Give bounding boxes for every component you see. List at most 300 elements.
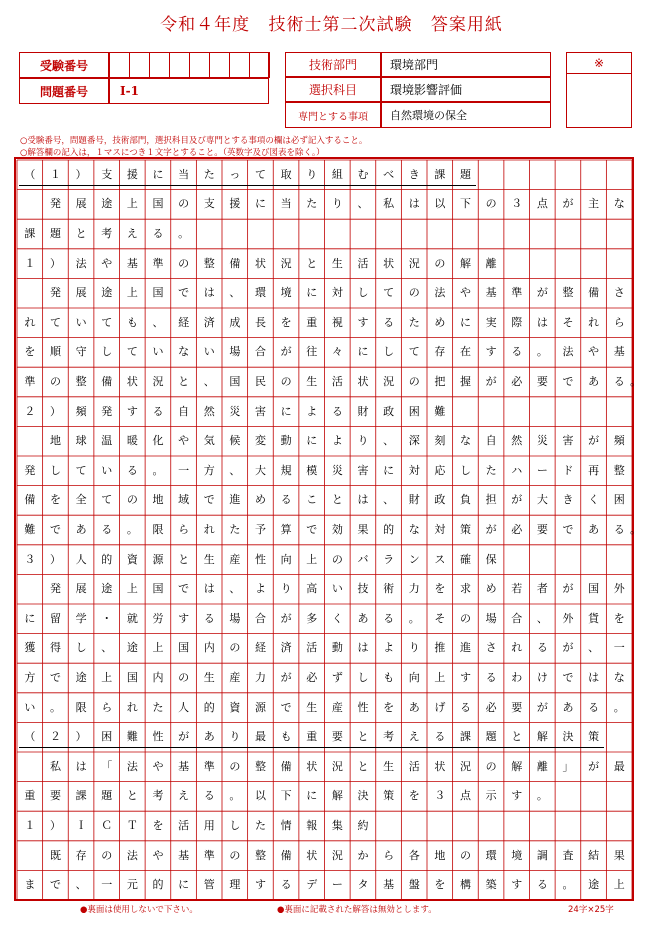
answer-char: あ [588,375,600,388]
answer-char: 取 [280,167,292,181]
answer-char: 途 [101,582,113,596]
answer-char: き [408,167,420,181]
answer-char: 進 [229,493,241,507]
answer-char: 難 [24,523,36,536]
answer-char: ３ [24,552,36,566]
answer-char: 要 [536,523,548,536]
answer-char: 、 [229,582,241,596]
answer-char: 構 [459,878,471,892]
answer-char: 上 [306,552,318,566]
answer-char: 一 [178,463,190,477]
answer-char: 途 [101,197,113,211]
answer-char: 実 [485,315,497,329]
answer-char: ス [434,552,446,566]
answer-char: い [75,315,87,329]
answer-char: め [254,493,266,507]
answer-char: 存 [75,848,87,862]
answer-char: 上 [126,582,138,596]
answer-char: 考 [152,789,164,803]
answer-char: 、 [203,375,215,388]
answer-char: れ [24,315,36,329]
answer-char: 築 [485,878,497,892]
answer-char: 必 [511,523,523,536]
question-number-label: 問題番号 [19,78,109,104]
answer-char: 国 [229,375,241,388]
answer-char: 課 [75,789,87,803]
answer-char: 重 [306,730,318,744]
answer-grid[interactable] [17,160,641,900]
answer-char: よ [383,641,395,655]
answer-char: で [49,671,61,684]
answer-char: 的 [203,700,215,714]
answer-char: る [101,523,113,536]
answer-char: 一 [101,878,113,892]
answer-char: と [178,375,190,388]
answer-char: い [152,345,164,359]
answer-char: 備 [280,759,292,773]
answer-char: 課 [24,227,36,240]
answer-char: 整 [75,375,87,388]
answer-char: 既 [49,848,61,862]
answer-char: 課 [459,730,471,744]
answer-char: タ [357,878,369,892]
answer-char: 変 [254,434,266,448]
answer-char: に [357,345,369,359]
answer-char: 基 [485,286,497,300]
answer-char: ー [331,878,343,892]
answer-char: 負 [459,493,471,507]
answer-char: 解 [511,759,523,773]
answer-char: 際 [511,315,523,329]
answer-char: 援 [126,167,138,181]
answer-char: 応 [434,463,446,477]
answer-char: の [178,256,190,270]
answer-char: 情 [280,819,292,832]
answer-char: げ [434,700,446,714]
answer-char: ２ [49,730,61,744]
answer-char: 上 [126,286,138,300]
answer-char: あ [75,523,87,536]
answer-char: し [229,819,241,832]
answer-char: 源 [254,700,266,714]
answer-char: こ [306,493,318,507]
footer-grid-size: 24字×25字 [568,905,614,915]
answer-char: 発 [49,286,61,300]
answer-char: 模 [306,463,318,477]
answer-char: れ [588,315,600,329]
answer-char: や [152,759,164,773]
dept-label: 技術部門 [285,52,381,77]
answer-char: は [75,759,87,773]
answer-char: 算 [280,523,292,536]
answer-char: 。 [408,611,420,625]
answer-char: も [383,671,395,684]
answer-char: 境 [511,848,523,862]
answer-char: は [203,286,215,300]
answer-char: 最 [613,759,625,773]
answer-char: る [383,611,395,625]
answer-char: 視 [331,315,343,329]
answer-char: Ｉ [75,819,87,832]
answer-char: 整 [613,463,625,477]
answer-char: す [511,789,523,803]
answer-char: し [357,286,369,300]
answer-char: 上 [101,671,113,684]
answer-char: 「 [101,759,113,773]
answer-char: 整 [254,759,266,773]
answer-char: 準 [203,759,215,773]
answer-char: 状 [357,375,369,388]
answer-char: と [511,730,523,744]
answer-char: 環 [254,286,266,300]
answer-char: 困 [101,730,113,744]
answer-char: 留 [49,611,61,625]
answer-char: る [152,404,164,418]
answer-char: な [613,671,625,684]
answer-char: 課 [434,167,446,181]
answer-char: 再 [588,463,600,477]
answer-char: す [254,878,266,892]
answer-char: む [357,167,369,181]
answer-char: 準 [511,286,523,300]
answer-char: で [178,286,190,300]
answer-char: 当 [178,167,190,181]
answer-char: 暖 [126,434,138,448]
answer-char: 獲 [24,641,36,655]
answer-char: 活 [357,256,369,270]
answer-char: 況 [280,256,292,270]
answer-char: る [536,641,548,655]
answer-char: 報 [306,819,318,832]
answer-char: 状 [383,256,395,270]
answer-char: え [178,789,190,803]
answer-char: 、 [229,463,241,477]
answer-char: で [178,582,190,596]
answer-char: い [331,582,343,596]
answer-char: 途 [101,286,113,300]
answer-char: 温 [101,434,113,448]
answer-char: 整 [203,256,215,270]
answer-char: 合 [254,345,266,359]
answer-char: 況 [383,375,395,388]
answer-char: 的 [152,878,164,892]
answer-char: 発 [24,463,36,477]
answer-char: 順 [49,345,61,359]
answer-char: る [383,315,395,329]
answer-char: 確 [459,552,471,566]
answer-char: が [588,759,600,773]
answer-char: 要 [536,375,548,388]
answer-char: は [203,582,215,596]
answer-char: 展 [75,197,87,211]
question-number-value[interactable]: Ⅰ-1 [109,78,269,104]
answer-char: が [511,493,523,507]
answer-char: で [280,700,292,714]
answer-char: ２ [24,404,36,418]
answer-char: に [306,789,318,803]
answer-char: れ [511,641,523,655]
answer-char: 財 [408,493,420,507]
answer-char: 性 [152,730,164,744]
answer-char: 人 [178,700,190,714]
answer-char: し [383,345,395,359]
answer-char: 効 [331,523,343,536]
answer-char: 重 [24,789,36,803]
answer-char: に [152,167,164,181]
answer-char: 場 [229,611,241,625]
answer-char: は [536,315,548,329]
answer-char: を [434,878,446,892]
answer-char: ） [49,819,61,832]
answer-char: 解 [459,256,471,270]
answer-char: る [280,878,292,892]
answer-char: 活 [306,641,318,655]
answer-char: 然 [511,434,523,448]
answer-char: く [588,493,600,507]
answer-char: 的 [101,552,113,566]
answer-char: 災 [331,463,343,477]
answer-char: 途 [75,671,87,684]
answer-char: し [459,463,471,477]
answer-char: り [306,167,318,181]
answer-char: 。 [630,523,641,536]
answer-char: も [126,315,138,329]
answer-char: １ [24,256,36,270]
specialty-value[interactable]: 自然環境の保全 [381,102,551,128]
answer-char: 状 [254,256,266,270]
answer-char: で [49,523,61,536]
answer-char: め [434,315,446,329]
answer-char: れ [126,700,138,714]
answer-char: 学 [75,611,87,625]
answer-char: 、 [383,493,395,507]
answer-char: 状 [306,848,318,862]
answer-char: 々 [331,345,343,359]
answer-char: で [306,523,318,536]
answer-char: 力 [254,671,266,684]
answer-char: バ [357,552,369,566]
answer-char: ３ [511,197,523,211]
answer-char: 上 [613,878,625,892]
answer-char: た [485,463,497,477]
answer-char: 性 [357,700,369,714]
answer-char: 結 [588,848,600,862]
answer-char: か [357,848,369,862]
answer-char: り [408,641,420,655]
answer-char: は [408,197,420,211]
answer-char: 展 [75,286,87,300]
answer-char: 解 [536,730,548,744]
answer-char: は [357,493,369,507]
answer-char: あ [562,700,574,714]
answer-char: 守 [75,345,87,359]
answer-char: 国 [152,582,164,596]
exam-number-label: 受験番号 [19,52,109,78]
answer-char: 方 [24,671,36,684]
answer-char: 題 [485,730,497,744]
answer-char: 題 [49,227,61,240]
instruction-note-1: ○受験番号，問題番号，技術部門，選択科目及び専門とする事項の欄は必ず記入すること。 [20,136,368,146]
answer-char: や [588,345,600,359]
subject-value[interactable]: 環境影響評価 [381,77,551,102]
answer-char: 示 [485,789,497,803]
answer-char: 発 [101,404,113,418]
answer-char: れ [203,523,215,536]
answer-char: 生 [331,256,343,270]
answer-char: が [562,582,574,596]
answer-char: は [588,671,600,684]
answer-char: 査 [562,848,574,862]
answer-char: 場 [229,345,241,359]
dept-value[interactable]: 環境部門 [381,52,551,77]
answer-char: 性 [254,552,266,566]
answer-char: 者 [536,582,548,596]
answer-char: 規 [280,463,292,477]
answer-char: 動 [331,641,343,655]
answer-char: 支 [101,167,113,181]
answer-char: 全 [75,493,87,507]
answer-char: ・ [101,611,113,625]
answer-char: 、 [229,286,241,300]
answer-char: 途 [588,878,600,892]
answer-char: 考 [383,730,395,744]
answer-char: 。 [229,789,241,803]
answer-char: 準 [203,848,215,862]
answer-char: 況 [331,759,343,773]
answer-char: 往 [306,345,318,359]
answer-char: 得 [49,641,61,655]
answer-char: 重 [306,315,318,329]
answer-char: 元 [126,878,138,892]
answer-char: な [459,434,471,448]
answer-char: 、 [101,641,113,655]
answer-char: る [536,878,548,892]
answer-char: 当 [280,197,292,211]
answer-char: る [613,375,625,388]
answer-char: る [588,700,600,714]
answer-char: 産 [229,671,241,684]
answer-char: 策 [588,730,600,744]
answer-char: に [459,315,471,329]
answer-char: Ｃ [101,819,113,832]
answer-char: て [101,315,113,329]
answer-char: べ [383,167,395,181]
answer-char: 。 [536,789,548,803]
answer-char: 済 [203,315,215,329]
answer-char: と [75,227,87,240]
answer-char: 外 [613,582,625,596]
answer-char: 。 [613,700,625,714]
answer-char: 貨 [588,611,600,625]
answer-char: が [588,434,600,448]
answer-char: 災 [536,434,548,448]
answer-char: 外 [562,611,574,625]
answer-char: が [485,375,497,388]
footer-note-center: ●裏面に記載された解答は無効とします。 [277,905,437,915]
answer-char: と [178,552,190,566]
answer-char: 難 [126,730,138,744]
answer-char: 対 [408,463,420,477]
answer-char: 決 [562,730,574,744]
answer-char: 国 [588,582,600,596]
answer-char: 最 [254,730,266,744]
answer-char: 合 [511,611,523,625]
answer-char: 況 [152,375,164,388]
answer-char: る [280,493,292,507]
answer-char: 自 [178,404,190,418]
answer-char: 組 [331,167,343,181]
answer-char: を [613,611,625,625]
answer-char: り [280,582,292,596]
answer-char: 向 [408,671,420,684]
answer-char: の [408,286,420,300]
answer-char: 的 [383,523,395,536]
answer-char: 進 [459,641,471,655]
answer-char: よ [306,404,318,418]
answer-char: す [485,345,497,359]
answer-char: 約 [357,819,369,832]
answer-char: が [280,345,292,359]
answer-char: 高 [306,582,318,596]
answer-char: あ [357,611,369,625]
subject-label: 選択科目 [285,77,381,102]
answer-char: の [331,552,343,566]
answer-char: て [101,493,113,507]
answer-char: 法 [126,848,138,862]
answer-char: 化 [152,434,164,448]
answer-char: と [126,789,138,803]
answer-char: 国 [126,671,138,684]
answer-char: の [485,759,497,773]
answer-char: 生 [306,375,318,388]
answer-char: 基 [126,256,138,270]
answer-char: 災 [229,404,241,418]
answer-char: 策 [459,523,471,536]
answer-char: 政 [434,493,446,507]
title-era: 令和４年度 [160,15,251,35]
answer-char: 必 [511,375,523,388]
answer-char: り [357,434,369,448]
answer-char: を [49,493,61,507]
answer-char: く [331,611,343,625]
answer-char: 気 [203,434,215,448]
answer-char: 向 [280,552,292,566]
answer-char: 状 [306,759,318,773]
answer-char: 点 [459,789,471,803]
answer-char: ） [49,552,61,566]
answer-char: る [511,345,523,359]
answer-char: 境 [280,286,292,300]
answer-char: や [459,286,471,300]
answer-char: 多 [306,611,318,625]
answer-char: 求 [459,582,471,596]
answer-char: 展 [75,582,87,596]
answer-char: 発 [49,197,61,211]
answer-char: を [24,345,36,359]
answer-char: 球 [75,434,87,448]
answer-char: が [280,611,292,625]
answer-char: し [101,345,113,359]
answer-char: 把 [434,375,446,388]
answer-char: は [357,641,369,655]
answer-char: 況 [408,256,420,270]
answer-char: 生 [203,671,215,684]
answer-char: ら [383,848,395,862]
answer-char: と [306,256,318,270]
answer-char: 困 [408,404,420,418]
answer-char: 域 [178,493,190,507]
answer-char: ） [75,167,87,181]
